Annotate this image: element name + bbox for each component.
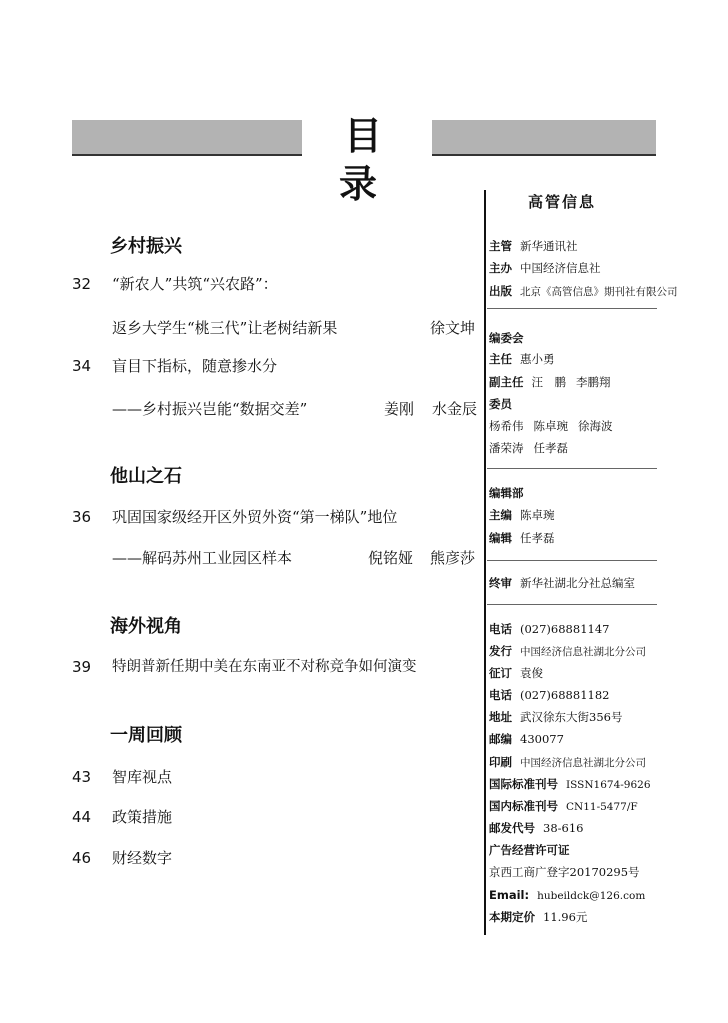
masthead-separator xyxy=(487,560,657,561)
banner-bar-right xyxy=(432,120,656,156)
toc-entry-subtitle: ——解码苏州工业园区样本 xyxy=(112,549,293,567)
toc-entry-author: 姜刚 xyxy=(384,400,415,418)
masthead-value: 陈卓琬 xyxy=(520,508,555,522)
toc-entry-title: 盲目下指标，随意掺水分 xyxy=(112,357,278,375)
masthead-value: 李鹏翔 xyxy=(576,375,611,389)
masthead-value: 武汉徐东大街356号 xyxy=(520,710,623,724)
masthead-value: 北京《高管信息》期刊社有限公司 xyxy=(520,286,678,298)
section-heading: 一周回顾 xyxy=(110,725,182,746)
masthead-label: 邮发代号 xyxy=(489,821,535,835)
section-heading: 乡村振兴 xyxy=(110,236,182,257)
masthead-label: 征订 xyxy=(489,666,512,680)
column-divider xyxy=(484,190,486,935)
page-title: 目 录 xyxy=(338,114,400,206)
masthead-line xyxy=(489,641,646,661)
masthead-separator xyxy=(487,604,657,605)
masthead-line xyxy=(489,349,555,369)
masthead-label: 广告经营许可证 xyxy=(489,843,570,857)
masthead-label: 电话 xyxy=(489,688,512,702)
toc-entry-title: 智库视点 xyxy=(112,768,173,786)
masthead-value: 任孝磊 xyxy=(520,531,555,545)
masthead-label: 地址 xyxy=(489,710,512,724)
masthead-value: 陈卓琬 xyxy=(533,419,568,433)
committee-heading: 编委会 xyxy=(489,331,524,345)
masthead-line xyxy=(489,774,651,794)
masthead-label: Email: xyxy=(489,888,530,902)
masthead-value: (027)68881147 xyxy=(520,622,610,636)
masthead-line xyxy=(489,394,520,414)
masthead-line xyxy=(489,885,645,905)
email-link[interactable]: hubeildck@126.com xyxy=(537,890,646,902)
toc-entry-subtitle: 返乡大学生“桃三代”让老树结新果 xyxy=(112,319,338,337)
masthead-value: 袁俊 xyxy=(520,666,543,680)
toc-entry-title: 财经数字 xyxy=(112,849,173,867)
toc-entry-title: 政策措施 xyxy=(112,808,173,826)
toc-entry[interactable] xyxy=(72,765,372,789)
toc-page-number: 43 xyxy=(72,768,92,786)
masthead-label: 编辑 xyxy=(489,531,512,545)
masthead-line xyxy=(489,796,638,816)
masthead-label: 主管 xyxy=(489,239,512,253)
masthead-title: 高管信息 xyxy=(528,193,597,211)
toc-page-number: 46 xyxy=(72,849,92,867)
masthead-line xyxy=(489,663,543,683)
toc-entry-subtitle: ——乡村振兴岂能“数据交差” xyxy=(112,400,308,418)
masthead-label: 副主任 xyxy=(489,375,524,389)
toc-entry[interactable] xyxy=(72,354,482,378)
toc-entry-author: 熊彦莎 xyxy=(430,549,476,567)
toc-entry-title: 特朗普新任期中美在东南亚不对称竞争如何演变 xyxy=(112,659,417,675)
masthead-line xyxy=(489,840,578,860)
masthead-label: 委员 xyxy=(489,397,512,411)
masthead-label: 主任 xyxy=(489,352,512,366)
toc-entry[interactable] xyxy=(72,505,482,529)
masthead-line xyxy=(489,505,555,525)
masthead-label: 发行 xyxy=(489,644,512,658)
masthead-line xyxy=(489,685,609,705)
toc-page-number: 44 xyxy=(72,808,92,826)
masthead-line xyxy=(489,573,635,593)
masthead-label: 本期定价 xyxy=(489,910,535,924)
masthead-value: 新华社湖北分社总编室 xyxy=(520,576,635,590)
toc-page-number: 39 xyxy=(72,658,92,676)
masthead-value: 中国经济信息社 xyxy=(520,261,601,275)
masthead-line xyxy=(489,372,621,392)
masthead-label: 印刷 xyxy=(489,755,512,769)
masthead-label: 电话 xyxy=(489,622,512,636)
masthead-line xyxy=(489,328,532,348)
masthead-value: 中国经济信息社湖北分公司 xyxy=(520,757,646,769)
masthead-value: 汪 鹏 xyxy=(531,375,566,389)
masthead-value: (027)68881182 xyxy=(520,688,610,702)
toc-entry[interactable] xyxy=(72,272,482,296)
masthead-value: ISSN1674-9626 xyxy=(566,779,651,791)
masthead-line xyxy=(489,619,609,639)
masthead-line xyxy=(489,281,678,301)
masthead-line xyxy=(489,729,564,749)
section-heading: 海外视角 xyxy=(110,616,182,637)
masthead-separator xyxy=(487,308,657,309)
masthead-value: 京西工商广登字20170295号 xyxy=(489,865,640,879)
masthead-value: 徐海波 xyxy=(578,419,613,433)
toc-page-number: 34 xyxy=(72,357,92,375)
masthead-value: 11.96元 xyxy=(543,910,588,924)
masthead-line xyxy=(489,752,646,772)
masthead-label: 邮编 xyxy=(489,732,512,746)
masthead-label: 出版 xyxy=(489,284,512,298)
toc-entry-author: 水金辰 xyxy=(432,400,478,418)
masthead-value: CN11-5477/F xyxy=(566,801,638,813)
toc-entry-author: 倪铭娅 xyxy=(368,549,414,567)
masthead-line xyxy=(489,483,532,503)
toc-page-number: 36 xyxy=(72,508,92,526)
toc-entry[interactable] xyxy=(72,846,372,870)
masthead-label: 主办 xyxy=(489,261,512,275)
masthead-value: 潘荣涛 xyxy=(489,441,524,455)
masthead-label: 国内标准刊号 xyxy=(489,799,558,813)
section-heading: 他山之石 xyxy=(110,466,182,487)
toc-page-number: 32 xyxy=(72,275,92,293)
masthead-label: 主编 xyxy=(489,508,512,522)
toc-entry-author: 徐文坤 xyxy=(430,319,476,337)
toc-entry[interactable] xyxy=(72,805,372,829)
editorial-heading: 编辑部 xyxy=(489,486,524,500)
masthead-separator xyxy=(487,468,657,469)
masthead-line xyxy=(489,416,623,436)
masthead-line xyxy=(489,528,555,548)
masthead-line xyxy=(489,818,583,838)
masthead-line xyxy=(489,438,578,458)
masthead-line xyxy=(489,907,587,927)
toc-entry-title: “新农人”共筑“兴农路”： xyxy=(112,275,278,293)
masthead-value: 任孝磊 xyxy=(533,441,568,455)
masthead-value: 惠小勇 xyxy=(520,352,555,366)
masthead-value: 38-616 xyxy=(543,821,584,835)
masthead-value: 中国经济信息社湖北分公司 xyxy=(520,646,646,658)
masthead-value: 430077 xyxy=(520,732,564,746)
banner-bar-left xyxy=(72,120,302,156)
masthead-line xyxy=(489,258,601,278)
toc-entry-title: 巩固国家级经开区外贸外资“第一梯队”地位 xyxy=(112,508,398,526)
masthead-value: 杨希伟 xyxy=(489,419,524,433)
masthead-line xyxy=(489,862,640,882)
masthead-label: 国际标准刊号 xyxy=(489,777,558,791)
toc-entry[interactable] xyxy=(72,655,482,679)
masthead-line xyxy=(489,707,622,727)
masthead-line xyxy=(489,236,578,256)
masthead-label: 终审 xyxy=(489,576,512,590)
masthead-value: 新华通讯社 xyxy=(520,239,578,253)
